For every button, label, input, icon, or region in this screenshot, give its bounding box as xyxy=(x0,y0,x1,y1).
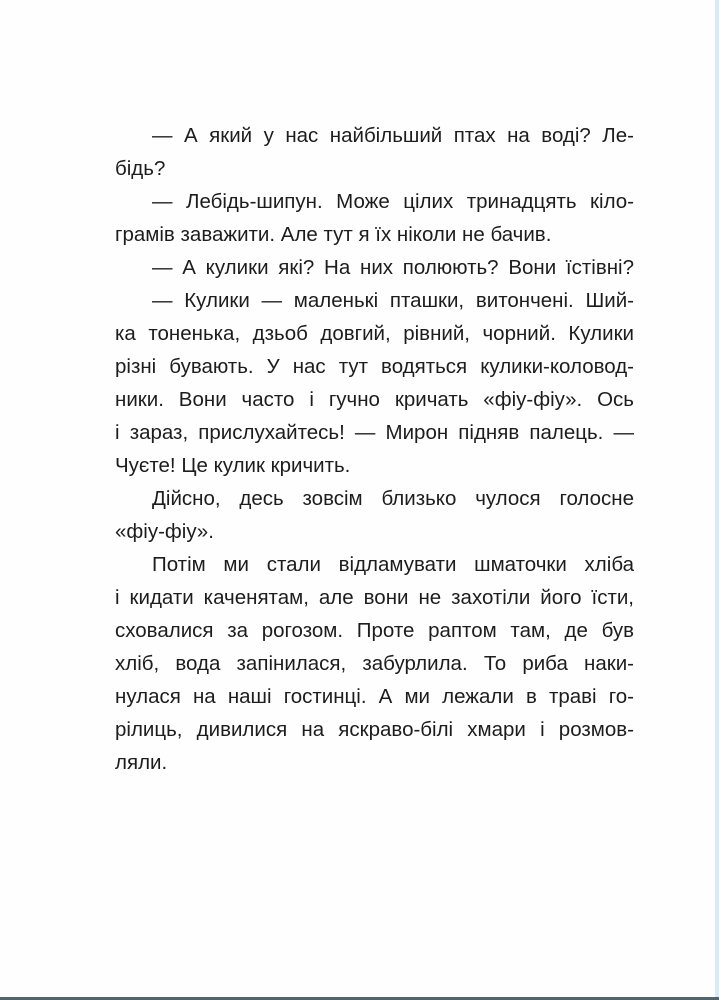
text-line: і кидати каченятам, але вони не захотіли його їсти, xyxy=(115,586,634,609)
text-line: нулася на наші гостинці. А ми лежали в траві го- xyxy=(115,685,634,708)
text-line: сховалися за рогозом. Проте раптом там, де був xyxy=(115,619,634,642)
text-line: Дійсно, десь зовсім близько чулося голосне xyxy=(152,487,634,510)
text-line: рілиць, дивилися на яскраво-білі хмари і розмов- xyxy=(115,718,634,741)
text-line: різні бувають. У нас тут водяться кулики-коловод- xyxy=(115,355,634,378)
page-edge-strip xyxy=(715,0,719,997)
page-text xyxy=(115,119,634,779)
text-line: — Кулики — маленькі пташки, витончені. Ший- xyxy=(152,289,634,312)
text-line: Чуєте! Це кулик кричить. xyxy=(115,454,351,477)
text-line: хліб, вода запінилася, забурлила. То риба наки- xyxy=(115,652,634,675)
text-line: Потім ми стали відламувати шматочки хліба xyxy=(152,553,634,576)
text-line: ка тоненька, дзьоб довгий, рівний, чорний. Кулики xyxy=(115,322,634,345)
text-line: — А кулики які? На них полюють? Вони їстівні? xyxy=(152,256,634,279)
text-line: — Лебідь-шипун. Може цілих тринадцять кіло- xyxy=(152,190,634,213)
text-line: ляли. xyxy=(115,751,168,774)
text-line: ники. Вони часто і гучно кричать «фіу-фіу». Ось xyxy=(115,388,634,411)
text-line: — А який у нас найбільший птах на воді? Ле- xyxy=(152,124,634,147)
text-line: грамів заважити. Але тут я їх ніколи не бачив. xyxy=(115,223,552,246)
text-line: бідь? xyxy=(115,157,166,180)
text-line: і зараз, прислухайтесь! — Мирон підняв палець. — xyxy=(115,421,634,444)
text-line: «фіу-фіу». xyxy=(115,520,214,543)
